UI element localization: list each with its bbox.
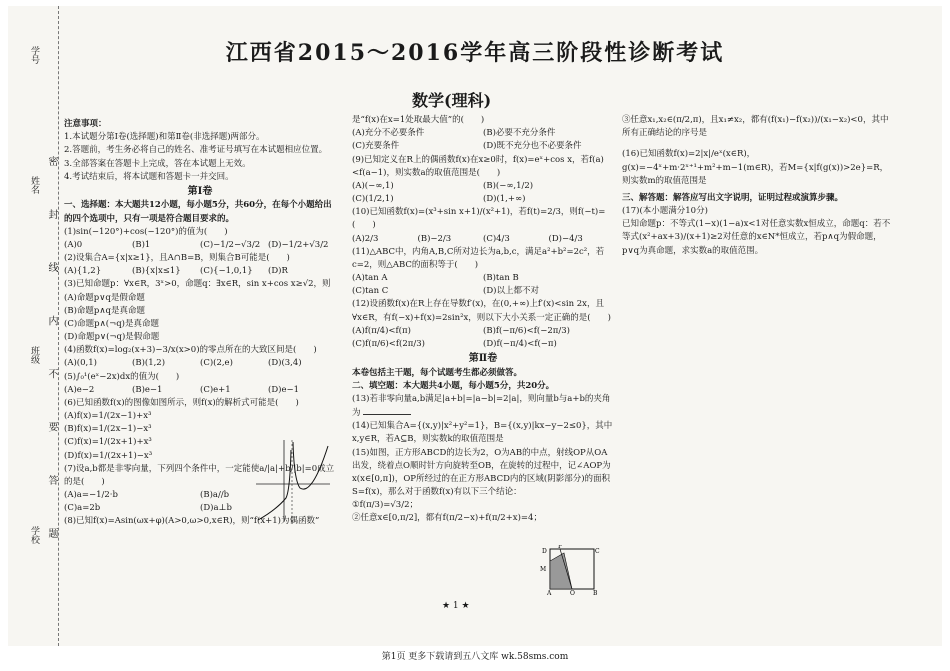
option: (B)e−1 [132, 384, 163, 395]
option: (B)(−∞,1/2) [483, 180, 534, 191]
option: (D)e−1 [268, 384, 300, 395]
label-o: O [570, 590, 575, 595]
q13-text: (13)若非零向量a,b满足|a+b|=|a−b|=2|a|，则向量b与a+b的夹角为 [352, 393, 611, 419]
option: (C)4/3 [483, 233, 510, 244]
option: (C)e+1 [200, 384, 231, 395]
question-stem: (11)△ABC中，内角A,B,C所对边长为a,b,c，满足a²+b²=2c²，若c=2，则△ABC的面积等于( ) [352, 246, 605, 270]
label-p: P [558, 545, 563, 550]
option: (C)f(x)=1/(2x+1)+x³ [64, 437, 152, 448]
binding-margin [8, 6, 59, 646]
binding-label-school: 学校 [29, 526, 39, 544]
option: (B)1 [132, 239, 151, 250]
label-d: D [542, 548, 547, 555]
option: (D)以上都不对 [483, 286, 539, 297]
column-3 [622, 114, 892, 258]
option: (D)−1/2+√3/2 [268, 239, 329, 250]
label-a: A [547, 590, 552, 595]
option: (A){1,2} [64, 266, 102, 277]
option: (C)tan C [352, 286, 389, 297]
note-item: 4.考试结束后，将本试题和答题卡一并交回。 [64, 171, 234, 182]
option: (A)(−∞,1) [352, 180, 394, 191]
option: (B)命题p∧q是真命题 [64, 305, 145, 316]
question-stem: (2)设集合A={x|x≥1}，且A∩B=B，则集合B可能是( ) [64, 253, 290, 264]
question-stem: (9)已知定义在R上的偶函数f(x)在x≥0时，f(x)=eˣ+cos x，若f(a)<f(a−1)，则实数a的取值范围是( ) [352, 154, 604, 178]
option: (D)(1,+∞) [483, 194, 526, 205]
option: (C)−1/2−√3/2 [200, 239, 261, 250]
question-stem: (15)如图，正方形ABCD的边长为2，O为AB的中点，射线OP从OA出发，绕着点O顺时针方向旋转至OB，在旋转的过程中，记∠AOP为x(x∈[0,π])，OP所经过的在正方形ABCD内的区域(阴影部分)的面积S=f(x)，那么对于函数f(x)有以下三个结论： [352, 447, 611, 498]
notes-heading: 注意事项： [64, 119, 107, 129]
column-2 [352, 114, 614, 526]
part1-intro: 一、选择题：本大题共12小题，每小题5分，共60分，在每个小题给出的四个选项中，只有一项是符合题目要求的。 [64, 200, 332, 224]
question-stem [352, 393, 614, 420]
options-row [64, 239, 336, 252]
note-item: 3.全部答案在答题卡上完成，答在本试题上无效。 [64, 158, 251, 169]
option: (A)e−2 [64, 384, 95, 395]
option: (D)a⊥b [200, 503, 232, 514]
page-number: ★ 1 ★ [442, 601, 470, 611]
options-row [352, 127, 614, 153]
option: (B)f(x)=1/(2x−1)−x³ [64, 424, 152, 435]
subject-title: 数学(理科) [412, 91, 492, 110]
function-graph-figure [256, 440, 330, 522]
option: (D)f(−π/4)<f(−π) [483, 338, 557, 349]
curve-right [293, 442, 328, 489]
binding-label-id: 学号 [29, 46, 39, 64]
option: (A)命题p∨q是假命题 [64, 292, 145, 303]
option: (A)充分不必要条件 [352, 128, 425, 139]
option: (D)(3,4) [268, 358, 302, 369]
options-row [64, 265, 336, 278]
options-row [352, 233, 614, 246]
option: (C){−1,0,1} [200, 266, 253, 277]
question-stem: (8)已知f(x)=Asin(ωx+φ)(A>0,ω>0,x∈R)，则“f(x+1)为偶函数” [64, 516, 320, 527]
options-row [352, 325, 614, 351]
binding-label-name: 姓名 [29, 176, 39, 194]
question-body: 已知命题p：不等式(1−x)(1−a)x<1对任意实数x恒成立，命题q：若不等式(x²+ax+3)/(x+1)≥2对任意的x∈N*恒成立，若p∧q为假命题，p∨q为真命题，求实数a的取值范围。 [622, 219, 891, 256]
square-figure [538, 545, 600, 595]
binding-label-class: 班级 [29, 346, 39, 364]
option: (A)tan A [352, 273, 388, 284]
option: (A)0 [64, 239, 83, 250]
question-stem: (17)(本小题满分10分) [622, 206, 708, 217]
option: (C)f(π/6)<f(2π/3) [352, 338, 425, 349]
options-row [64, 384, 336, 397]
option: (D)既不充分也不必要条件 [483, 141, 582, 152]
answer-blank [363, 406, 411, 415]
options-row [352, 180, 614, 206]
part1-title: 第Ⅰ卷 [187, 185, 213, 197]
statement: ①f(π/3)=√3/2； [352, 500, 418, 511]
fill-section-intro: 二、填空题：本大题共4小题，每小题5分，共20分。 [352, 380, 555, 391]
option: (A)(0,1) [64, 358, 97, 369]
option: (B)(1,2) [132, 358, 166, 369]
question-stem: (14)已知集合A={(x,y)|x²+y²=1}，B={(x,y)|kx−y−2≤0}，其中x,y∈R，若A⊆B，则实数k的取值范围是 [352, 421, 613, 445]
question-stem: (7)设a,b都是非零向量，下列四个条件中，一定能使a/|a|+b/|b|=0成立的是( ) [64, 463, 335, 487]
solve-section-intro: 三、解答题：解答应写出文字说明，证明过程或演算步骤。 [622, 192, 844, 203]
option: (B)a//b [200, 490, 230, 501]
question-stem: (10)已知函数f(x)=(x³+sin x+1)/(x²+1)，若f(t)=2/3，则f(−t)=( ) [352, 207, 606, 231]
label-c: C [595, 548, 600, 555]
option: (C)(2,e) [200, 358, 233, 369]
exam-title: 江西省2015～2016学年高三阶段性诊断考试 [225, 40, 725, 66]
note-item: 2.答题前，考生务必将自己的姓名、准考证号填写在本试题相应位置。 [64, 145, 328, 156]
option: (B)必要不充分条件 [483, 128, 556, 139]
option: (B)f(−π/6)<f(−2π/3) [483, 325, 570, 336]
footer-text: 第1页 更多下载请到五八文库 wk.58sms.com [381, 652, 569, 662]
option: (B){x|x≤1} [132, 266, 181, 277]
option: (D)−4/3 [548, 233, 583, 244]
part2-title: 第Ⅱ卷 [468, 353, 498, 365]
question-stem: (5)∫₀¹(eˣ−2x)dx的值为( ) [64, 371, 180, 382]
option: (B)−2/3 [417, 233, 452, 244]
question-stem: (3)已知命题p：∀x∈R，3ˣ>0，命题q：∃x∈R，sin x+cos x≥√2，则 [64, 279, 331, 290]
option: (D)f(x)=1/(2x+1)−x³ [64, 450, 153, 461]
option: (C)命题p∧(¬q)是真命题 [64, 318, 159, 329]
option: (B)tan B [483, 273, 519, 284]
question-stem: (12)设函数f(x)在R上存在导数f′(x)，在(0,+∞)上f′(x)<sin 2x，且∀x∈R，有f(−x)+f(x)=2sin²x，则以下大小关系一定正确的是( ) [352, 299, 611, 323]
options-row [64, 357, 336, 370]
option: (A)2/3 [352, 233, 379, 244]
option: (D)R [268, 266, 288, 277]
shaded-region [550, 553, 572, 589]
option: (C)a=2b [64, 503, 101, 514]
binding-seal-note: 密 封 线 内 不 要 答 题 [46, 156, 57, 559]
question-stem: (1)sin(−120°)+cos(−120°)的值为( ) [64, 226, 228, 237]
label-m: M [540, 566, 547, 573]
option: (C)(1/2,1) [352, 194, 394, 205]
question-stem: (16)已知函数f(x)=2|x|/eˣ(x∈R)，g(x)=−4ˣ+m·2ˣ⁺¹+m²+m−1(m∈R)，若M={x|f(g(x))>2e}=R，则实数m的取值范围是 [622, 149, 889, 186]
option: (C)充要条件 [352, 141, 400, 152]
options-row [352, 272, 614, 298]
curve-left [258, 450, 291, 520]
statement: ②任意x∈[0,π/2]，都有f(π/2−x)+f(π/2+x)=4； [352, 513, 542, 524]
statement: ③任意x₁,x₂∈(π/2,π)，且x₁≠x₂，都有(f(x₁)−f(x₂))/(x₁−x₂)<0，其中所有正确结论的序号是 [622, 115, 889, 139]
option: (D)命题p∨(¬q)是假命题 [64, 332, 160, 343]
part2-note: 本卷包括主干题，每个试题考生都必须做答。 [352, 367, 523, 378]
option: (A)f(π/4)<f(π) [352, 325, 411, 336]
question-stem: 是“f(x)在x=1处取最大值”的( ) [352, 115, 485, 125]
question-stem: (4)函数f(x)=log₂(x+3)−3/x(x>0)的零点所在的大致区间是( ) [64, 345, 317, 356]
note-item: 1.本试题分第Ⅰ卷(选择题)和第Ⅱ卷(非选择题)两部分。 [64, 132, 265, 143]
question-stem: (6)已知函数f(x)的图像如图所示，则f(x)的解析式可能是( ) [64, 397, 299, 408]
option: (A)a=−1/2·b [64, 490, 118, 501]
label-b: B [593, 590, 598, 595]
option: (A)f(x)=1/(2x−1)+x³ [64, 411, 152, 422]
